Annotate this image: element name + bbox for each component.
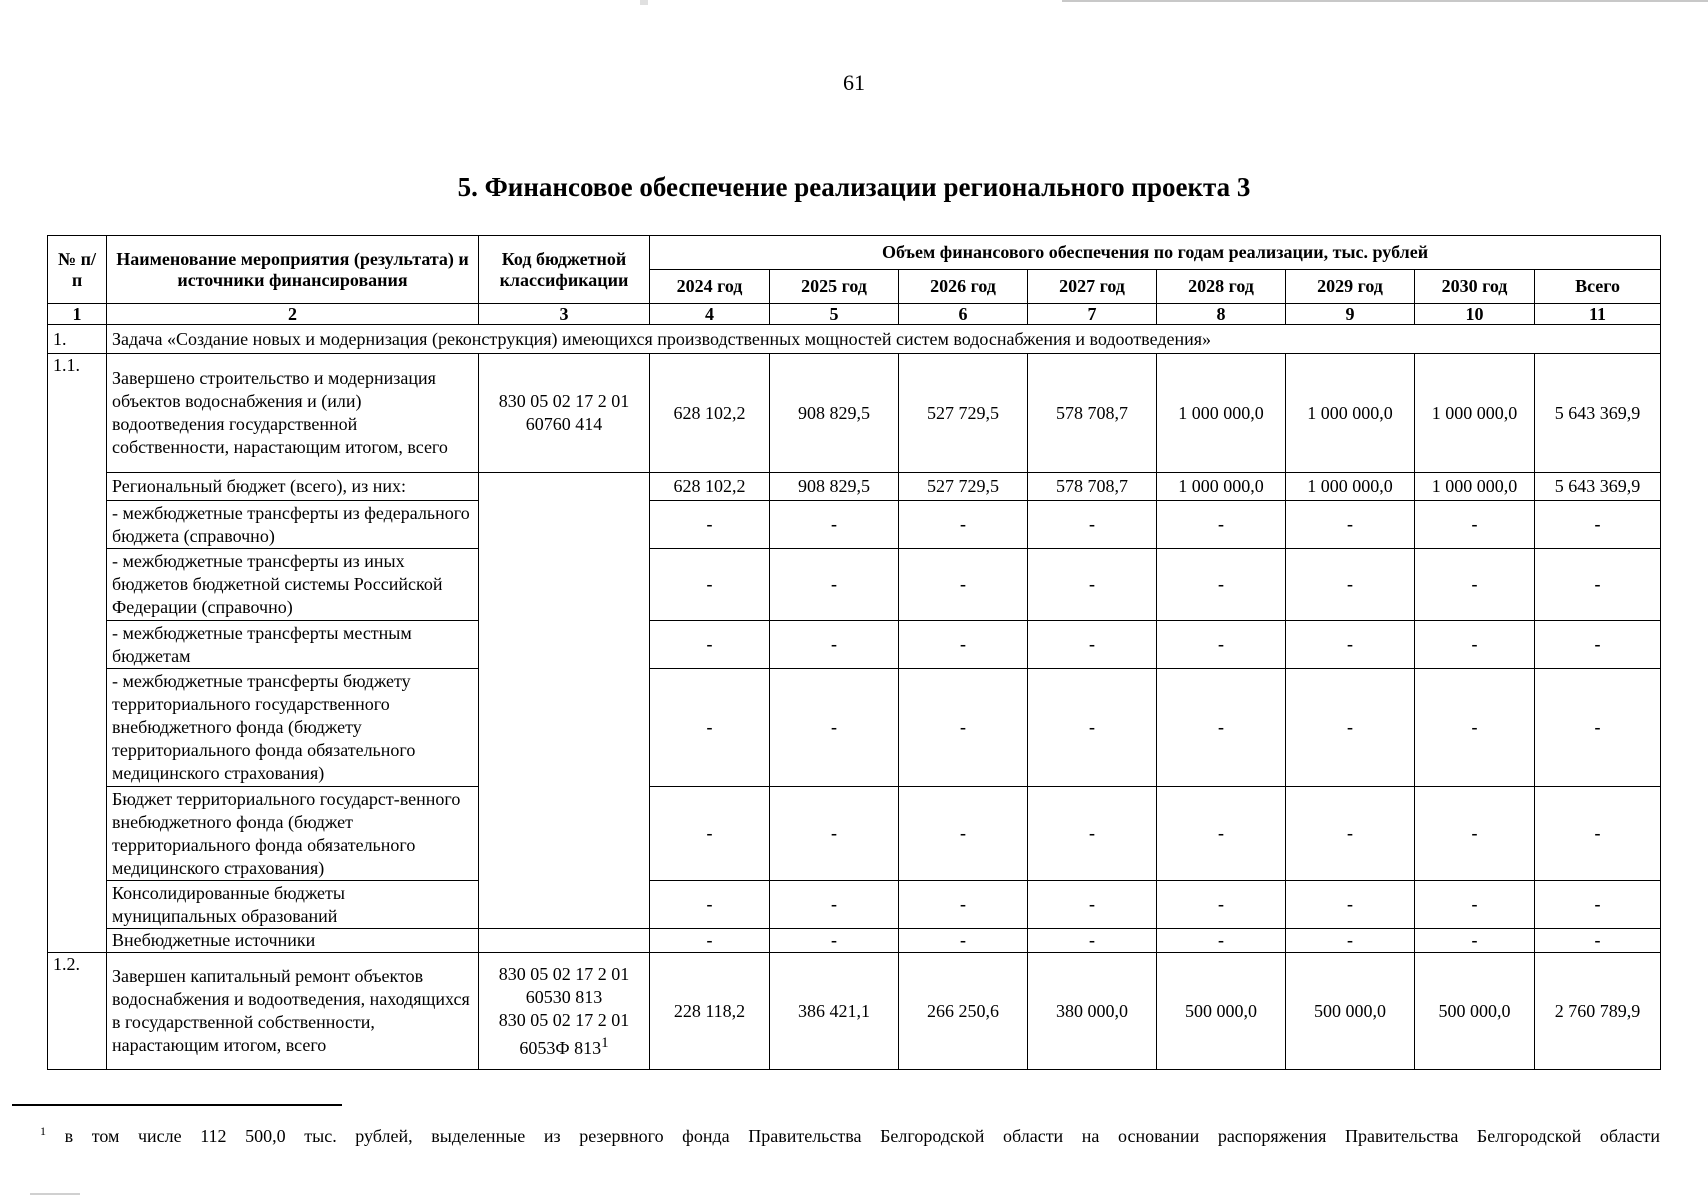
budget-code: 830 05 02 17 2 01 60760 414 — [479, 354, 650, 473]
scan-edge-mark — [640, 0, 648, 5]
footnote-divider — [12, 1104, 342, 1106]
value-cell: - — [650, 929, 770, 953]
value-cell: - — [650, 621, 770, 669]
value-cell: 1 000 000,0 — [1157, 354, 1286, 473]
header-name: Наименование мероприятия (результата) и источники финансирования — [107, 236, 479, 304]
value-cell: - — [899, 881, 1028, 929]
value-cell: 908 829,5 — [770, 354, 899, 473]
value-cell: - — [899, 549, 1028, 621]
value-cell: - — [770, 621, 899, 669]
budget-code — [479, 953, 650, 1070]
item-name: Завершено строительство и модернизация объектов водоснабжения и (или) водоотведения государственной собственности, нарастающим итогом, всего — [107, 354, 479, 473]
value-cell: - — [1286, 549, 1415, 621]
header-year: 2025 год — [770, 270, 899, 304]
column-number: 10 — [1415, 304, 1535, 325]
header-year: 2026 год — [899, 270, 1028, 304]
column-number: 9 — [1286, 304, 1415, 325]
table-row — [48, 354, 1661, 473]
value-cell: 266 250,6 — [899, 953, 1028, 1070]
value-cell: - — [1157, 787, 1286, 881]
column-number: 4 — [650, 304, 770, 325]
table-row — [48, 787, 1661, 881]
value-cell: 380 000,0 — [1028, 953, 1157, 1070]
value-cell: - — [770, 881, 899, 929]
value-cell: 1 000 000,0 — [1415, 354, 1535, 473]
value-cell: - — [1028, 881, 1157, 929]
value-cell: - — [1535, 929, 1661, 953]
task-row — [48, 325, 1661, 354]
item-name: Завершен капитальный ремонт объектов водоснабжения и водоотведения, находящихся в государственной собственности, нарастающим итогом, всего — [107, 953, 479, 1070]
value-cell: - — [1415, 621, 1535, 669]
value-cell: - — [1028, 669, 1157, 787]
footnote-text: в том числе 112 500,0 тыс. рублей, выделенные из резервного фонда Правительства Белгородской области на основании распоряжения Правительства Белгородской области — [64, 1126, 1661, 1146]
row-name: - межбюджетные трансферты местным бюджетам — [107, 621, 479, 669]
value-cell: - — [770, 669, 899, 787]
value-cell: 386 421,1 — [770, 953, 899, 1070]
value-cell: 578 708,7 — [1028, 354, 1157, 473]
header-year: 2030 год — [1415, 270, 1535, 304]
value-cell: - — [1415, 881, 1535, 929]
header-code: Код бюджетной классификации — [479, 236, 650, 304]
table-row — [48, 621, 1661, 669]
value-cell: - — [1157, 621, 1286, 669]
value-cell: - — [650, 669, 770, 787]
header-year: 2027 год — [1028, 270, 1157, 304]
value-cell: - — [1157, 669, 1286, 787]
column-number: 5 — [770, 304, 899, 325]
value-cell: - — [1535, 881, 1661, 929]
value-cell: - — [1535, 501, 1661, 549]
value-cell: - — [1028, 929, 1157, 953]
task-text: Задача «Создание новых и модернизация (реконструкция) имеющихся производственных мощностей систем водоснабжения и водоотведения» — [107, 325, 1661, 354]
value-cell: - — [1028, 501, 1157, 549]
table-row — [48, 501, 1661, 549]
value-cell: - — [1535, 669, 1661, 787]
value-cell: 500 000,0 — [1157, 953, 1286, 1070]
page-number: 61 — [843, 70, 865, 95]
value-cell: - — [1286, 787, 1415, 881]
column-number: 8 — [1157, 304, 1286, 325]
table-row — [48, 929, 1661, 953]
value-cell: - — [1415, 549, 1535, 621]
header-year: 2028 год — [1157, 270, 1286, 304]
value-cell: - — [1535, 787, 1661, 881]
value-cell: - — [1535, 549, 1661, 621]
value-cell: 1 000 000,0 — [1286, 473, 1415, 501]
table-row — [48, 953, 1661, 1070]
column-number: 1 — [48, 304, 107, 325]
column-number: 2 — [107, 304, 479, 325]
column-number: 6 — [899, 304, 1028, 325]
header-year: 2024 год — [650, 270, 770, 304]
scan-edge-line — [1062, 0, 1708, 2]
value-cell: 5 643 369,9 — [1535, 473, 1661, 501]
value-cell: - — [650, 501, 770, 549]
value-cell: - — [1286, 669, 1415, 787]
value-cell: 578 708,7 — [1028, 473, 1157, 501]
value-cell: - — [1157, 881, 1286, 929]
row-name: - межбюджетные трансферты бюджету территориального государственного внебюджетного фонда (бюджету территориального фонда обязательного медицинского страхования) — [107, 669, 479, 787]
scan-edge-mark — [30, 1193, 80, 1195]
row-name: - межбюджетные трансферты из иных бюджетов бюджетной системы Российской Федерации (справочно) — [107, 549, 479, 621]
value-cell: - — [1157, 549, 1286, 621]
value-cell: - — [1286, 501, 1415, 549]
value-cell: - — [770, 501, 899, 549]
value-cell: - — [1535, 621, 1661, 669]
value-cell: 500 000,0 — [1286, 953, 1415, 1070]
value-cell: - — [899, 669, 1028, 787]
value-cell: - — [1415, 929, 1535, 953]
value-cell: - — [1286, 881, 1415, 929]
row-name: Бюджет территориального государст-венного внебюджетного фонда (бюджет территориального фонда обязательного медицинского страхования) — [107, 787, 479, 881]
value-cell: - — [1286, 621, 1415, 669]
value-cell: - — [1028, 549, 1157, 621]
column-number: 3 — [479, 304, 650, 325]
value-cell: - — [1415, 787, 1535, 881]
task-num: 1. — [48, 325, 107, 354]
value-cell: 500 000,0 — [1415, 953, 1535, 1070]
table-row — [48, 669, 1661, 787]
header-year-total: Всего — [1535, 270, 1661, 304]
value-cell: 1 000 000,0 — [1415, 473, 1535, 501]
table-row — [48, 549, 1661, 621]
column-numbers-row — [48, 304, 1661, 325]
value-cell: - — [650, 787, 770, 881]
value-cell: - — [899, 787, 1028, 881]
value-cell: - — [770, 929, 899, 953]
table-row — [48, 473, 1661, 501]
header-volume: Объем финансового обеспечения по годам реализации, тыс. рублей — [650, 236, 1661, 270]
budget-code-line: 830 05 02 17 2 01 60530 813 — [498, 963, 630, 1007]
budget-code-line: 830 05 02 17 2 01 6053Ф 813 — [498, 1009, 630, 1058]
table-row — [48, 881, 1661, 929]
budget-code-empty — [479, 929, 650, 953]
value-cell: - — [770, 549, 899, 621]
value-cell: - — [1028, 787, 1157, 881]
value-cell: 908 829,5 — [770, 473, 899, 501]
row-name: Внебюджетные источники — [107, 929, 479, 953]
value-cell: - — [650, 549, 770, 621]
header-num: № п/п — [48, 236, 107, 304]
value-cell: 527 729,5 — [899, 354, 1028, 473]
value-cell: - — [1415, 501, 1535, 549]
financing-table — [47, 235, 1661, 1070]
section-title: 5. Финансовое обеспечение реализации регионального проекта 3 — [457, 172, 1251, 202]
value-cell: 1 000 000,0 — [1286, 354, 1415, 473]
value-cell: - — [899, 929, 1028, 953]
value-cell: 628 102,2 — [650, 354, 770, 473]
row-name: - межбюджетные трансферты из федерального бюджета (справочно) — [107, 501, 479, 549]
footnote — [40, 1124, 1660, 1147]
column-number: 7 — [1028, 304, 1157, 325]
item-num: 1.1. — [48, 354, 107, 953]
footnote-marker: 1 — [40, 1124, 46, 1138]
value-cell: - — [1286, 929, 1415, 953]
value-cell: - — [899, 501, 1028, 549]
value-cell: - — [1415, 669, 1535, 787]
item-num: 1.2. — [48, 953, 107, 1070]
value-cell: 2 760 789,9 — [1535, 953, 1661, 1070]
value-cell: 1 000 000,0 — [1157, 473, 1286, 501]
row-name: Региональный бюджет (всего), из них: — [107, 473, 479, 501]
value-cell: 228 118,2 — [650, 953, 770, 1070]
header-year: 2029 год — [1286, 270, 1415, 304]
value-cell: - — [899, 621, 1028, 669]
footnote-ref: 1 — [601, 1034, 609, 1051]
column-number: 11 — [1535, 304, 1661, 325]
value-cell: - — [1028, 621, 1157, 669]
budget-code-empty — [479, 473, 650, 929]
value-cell: - — [770, 787, 899, 881]
value-cell: - — [650, 881, 770, 929]
value-cell: - — [1157, 501, 1286, 549]
value-cell: 628 102,2 — [650, 473, 770, 501]
row-name: Консолидированные бюджеты муниципальных образований — [107, 881, 479, 929]
value-cell: - — [1157, 929, 1286, 953]
value-cell: 5 643 369,9 — [1535, 354, 1661, 473]
value-cell: 527 729,5 — [899, 473, 1028, 501]
